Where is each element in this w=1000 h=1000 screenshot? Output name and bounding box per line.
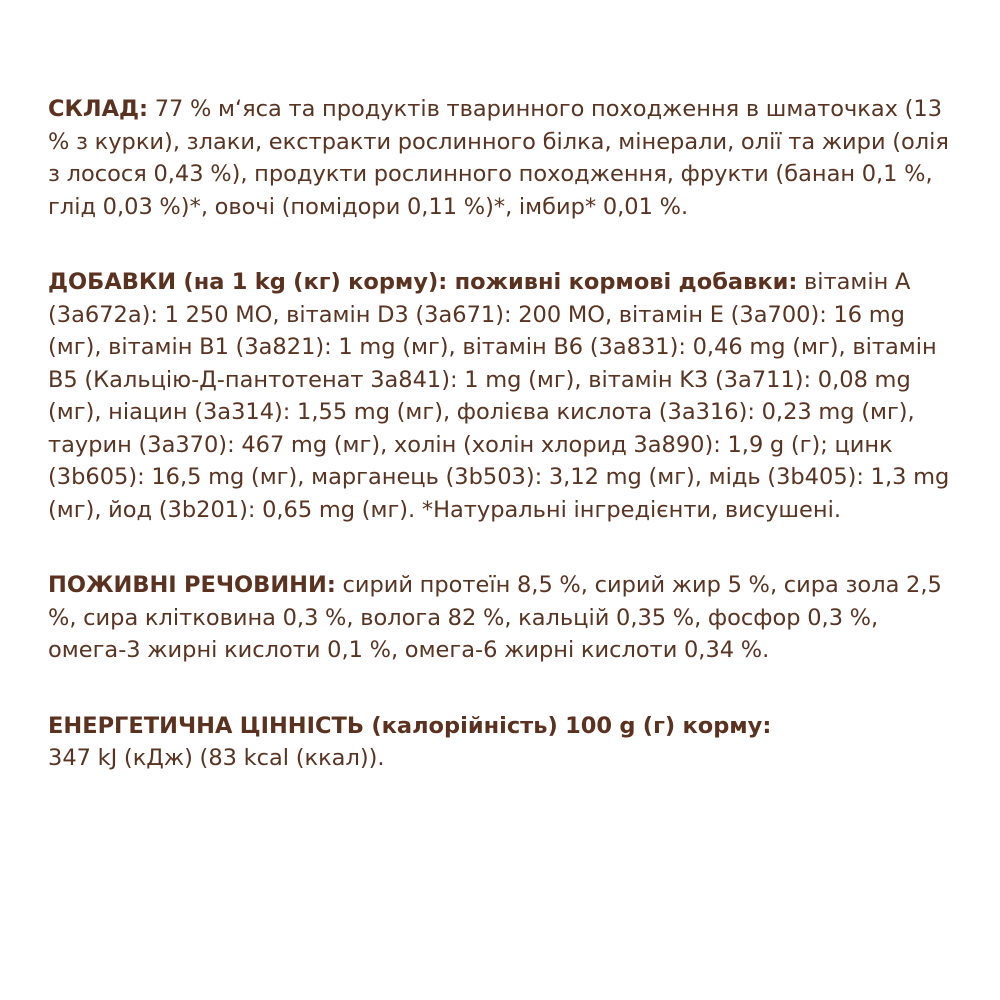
composition-section	[48, 93, 960, 223]
composition-heading: СКЛАД:	[48, 96, 149, 122]
nutrients-section	[48, 569, 960, 667]
composition-text: 77 % м‘яса та продуктів тваринного походження в шматочках (13 % з курки), злаки, екстракти рослинного білка, мінерали, олії та жири (олія з лосося 0,43 %), продукти рослинного походження, фрукти (банан 0,1 %, глід 0,03 %)*, овочі (помідори 0,11 %)*, імбир* 0,01 %.	[48, 96, 949, 220]
energy-text: 347 kJ (кДж) (83 kcal (ккал)).	[48, 745, 385, 771]
nutrients-text: сирий протеїн 8,5 %, сирий жир 5 %, сира зола 2,5 %, сира клітковина 0,3 %, волога 82 %, кальцій 0,35 %, фосфор 0,3 %, омега-3 жирні кислоти 0,1 %, омега-6 жирні кислоти 0,34 %.	[48, 572, 942, 663]
nutrients-heading: ПОЖИВНІ РЕЧОВИНИ:	[48, 572, 336, 598]
additives-section	[48, 266, 960, 526]
label-content	[48, 93, 960, 775]
additives-text: вітамін A (3a672a): 1 250 МО, вітамін D3 (3a671): 200 МО, вітамін E (3a700): 16 mg (мг), вітамін B1 (3a821): 1 mg (мг), вітамін B6 (3a831): 0,46 mg (мг), вітамін B5 (Кальцію-Д-пантотенат 3a841): 1 mg (мг), вітамін K3 (3a711): 0,08 mg (мг), ніацин (3a314): 1,55 mg (мг), фолієва кислота (3a316): 0,23 mg (мг), таурин (3a370): 467 mg (мг), холін (холін хлорид 3a890): 1,9 g (г); цинк (3b605): 16,5 mg (мг), марганець (3b503): 3,12 mg (мг), мідь (3b405): 1,3 mg (мг), йод (3b201): 0,65 mg (мг). *Натуральні інгредієнти, висушені.	[48, 269, 950, 523]
energy-section	[48, 710, 960, 775]
additives-heading: ДОБАВКИ (на 1 kg (кг) корму): поживні кормові добавки:	[48, 269, 798, 295]
energy-heading: ЕНЕРГЕТИЧНА ЦІННІСТЬ (калорійність) 100 g (г) корму:	[48, 712, 772, 739]
